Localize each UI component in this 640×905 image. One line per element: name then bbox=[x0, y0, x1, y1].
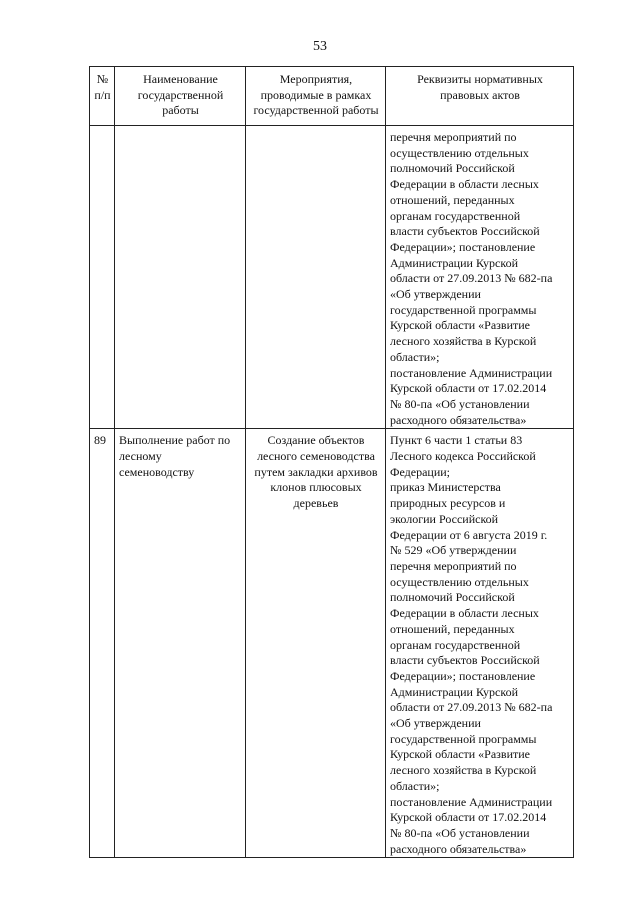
table-row bbox=[90, 126, 574, 429]
cell-activities: Создание объектов лесного семеноводства путем закладки архивов клонов плюсовых деревьев bbox=[246, 429, 386, 858]
cell-acts: перечня мероприятий по осуществлению отдельных полномочий Российской Федерации в области лесных отношений, переданных органам государственной власти субъектов Российской Федерации»; постановление Администрации Курской области от 27.09.2013 № 682-па «Об утверждении государственной программы Курской области «Развитие лесного хозяйства в Курской области»; постановление Администрации Курской области от 17.02.2014 № 80-па «Об установлении расходного обязательства» bbox=[386, 126, 574, 429]
header-acts: Реквизиты нормативных правовых актов bbox=[386, 67, 574, 126]
cell-num: 89 bbox=[90, 429, 115, 858]
table-header-row bbox=[90, 67, 574, 126]
header-num: № п/п bbox=[90, 67, 115, 126]
cell-name: Выполнение работ по лесному семеноводству bbox=[115, 429, 246, 858]
page-number: 53 bbox=[313, 39, 327, 54]
header-activities: Мероприятия, проводимые в рамках государственной работы bbox=[246, 67, 386, 126]
cell-num bbox=[90, 126, 115, 429]
cell-activities bbox=[246, 126, 386, 429]
activities-table bbox=[89, 66, 574, 858]
cell-name bbox=[115, 126, 246, 429]
header-name: Наименование государственной работы bbox=[115, 67, 246, 126]
table-row bbox=[90, 429, 574, 858]
cell-acts: Пункт 6 части 1 статьи 83 Лесного кодекса Российской Федерации; приказ Министерства природных ресурсов и экологии Российской Федерации от 6 августа 2019 г. № 529 «Об утверждении перечня мероприятий по осуществлению отдельных полномочий Российской Федерации в области лесных отношений, переданных органам государственной власти субъектов Российской Федерации»; постановление Администрации Курской области от 27.09.2013 № 682-па «Об утверждении государственной программы Курской области «Развитие лесного хозяйства в Курской области»; постановление Администрации Курской области от 17.02.2014 № 80-па «Об установлении расходного обязательства» bbox=[386, 429, 574, 858]
